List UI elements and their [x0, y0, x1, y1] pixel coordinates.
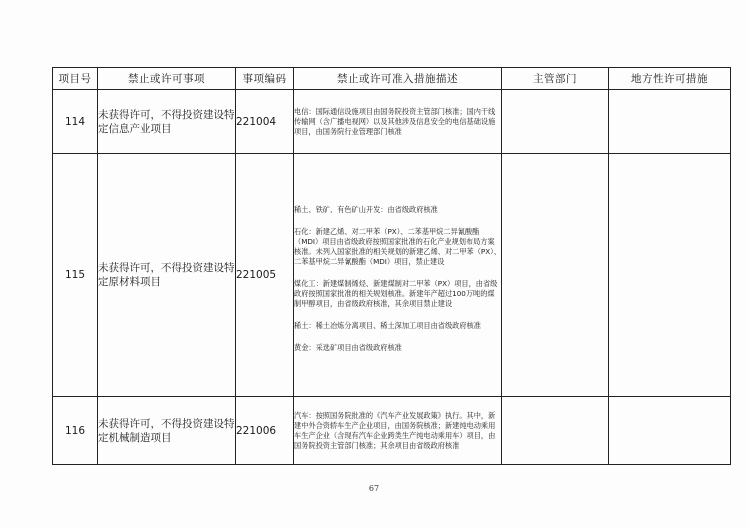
description-paragraph: 稀土、铁矿、有色矿山开发：由省级政府核准	[294, 205, 438, 214]
description-paragraph: 石化：新建乙烯、对二甲苯（PX）、二苯基甲烷二异氰酸酯（MDI）项目由省级政府按照国家批准的石化产业规划布局方案核准。未列入国家批准的相关规划的新建乙烯、对二甲苯（PX）、二苯基甲烷二异氰酸酯（MDI）项目，禁止建设	[294, 227, 501, 266]
matter-code: 221006	[236, 397, 294, 465]
local-measures-cell	[609, 154, 731, 397]
description-paragraph: 黄金：采选矿项目由省级政府核准	[294, 343, 402, 352]
header-measure-description: 禁止或许可准入措施描述	[294, 68, 502, 90]
item-number: 114	[53, 90, 98, 154]
description-paragraph: 稀土：稀土冶炼分离项目、稀土深加工项目由省级政府核准	[294, 321, 481, 330]
table-row	[53, 90, 731, 154]
item-number: 115	[53, 154, 98, 397]
measure-description	[294, 397, 502, 465]
table-row	[53, 154, 731, 397]
description-paragraph: 煤化工：新建煤制烯烃、新建煤制对二甲苯（PX）项目，由省级政府按照国家批准的相关规划核准。新建年产超过100万吨的煤制甲醇项目，由省级政府核准，其余项目禁止建设	[294, 279, 498, 308]
item-number: 116	[53, 397, 98, 465]
header-matter: 禁止或许可事项	[98, 68, 236, 90]
matter-title: 未获得许可，不得投资建设特定信息产业项目	[98, 90, 236, 154]
local-measures-cell	[609, 397, 731, 465]
local-measures-cell	[609, 90, 731, 154]
header-department: 主管部门	[502, 68, 609, 90]
table-header-row	[53, 68, 731, 90]
matter-title: 未获得许可，不得投资建设特定原材料项目	[98, 154, 236, 397]
measure-description	[294, 154, 502, 397]
department-cell	[502, 90, 609, 154]
header-local-measures: 地方性许可措施	[609, 68, 731, 90]
header-code: 事项编码	[236, 68, 294, 90]
matter-code: 221004	[236, 90, 294, 154]
page-number: 67	[368, 484, 380, 493]
regulation-table	[52, 67, 731, 465]
description-paragraph: 汽车：按照国务院批准的《汽车产业发展政策》执行。其中，新建中外合资轿车生产企业项目，由国务院核准；新建纯电动乘用车生产企业（含现有汽车企业跨类生产纯电动乘用车）项目，由国务院投资主管部门核准；其余项目由省级政府核准	[294, 410, 496, 450]
matter-title: 未获得许可，不得投资建设特定机械制造项目	[98, 397, 236, 465]
department-cell	[502, 154, 609, 397]
description-paragraph: 电信：国际通信设施项目由国务院投资主管部门核准；国内干线传输网（含广播电视网）以及其他涉及信息安全的电信基础设施项目，由国务院行业管理部门核准	[294, 106, 496, 136]
header-item-number: 项目号	[53, 68, 98, 90]
matter-code: 221005	[236, 154, 294, 397]
department-cell	[502, 397, 609, 465]
measure-description	[294, 90, 502, 154]
table-row	[53, 397, 731, 465]
